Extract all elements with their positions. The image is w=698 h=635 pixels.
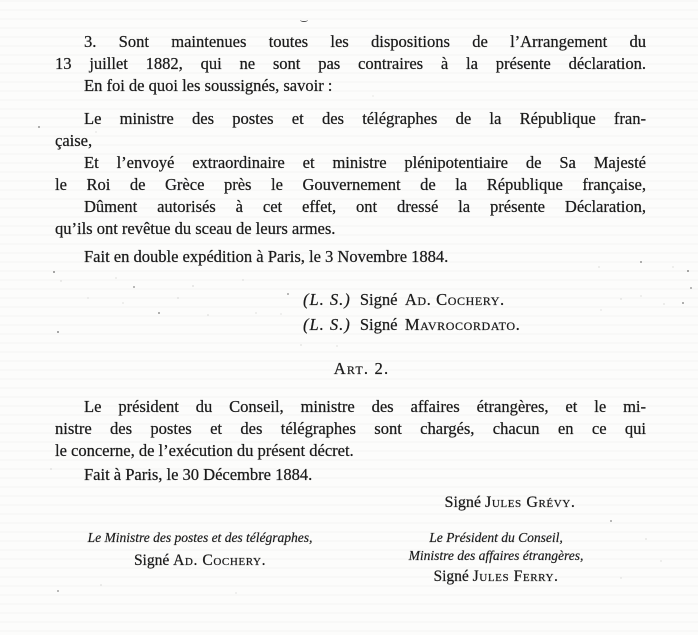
paragraph-line: le concerne, de l’exécution du présent décret. [55, 441, 354, 460]
seal-signature-mavrocordato [303, 312, 646, 337]
paragraph-line: En foi de quoi les soussignés, savoir : [84, 76, 333, 95]
scan-artifact-mark [300, 18, 308, 22]
seal-signature-cochery [303, 287, 646, 312]
signatory-title: Le Président du Conseil, [429, 530, 563, 545]
seal-signatures [303, 287, 646, 337]
paragraph-line: 13 juillet 1882, qui ne sont pas contraires à la présente déclaration. [55, 54, 646, 73]
scan-noise [0, 0, 2, 2]
paragraph-line: qu’ils ont revêtue du sceau de leurs armes. [55, 219, 336, 238]
signature-column-president-council [390, 529, 602, 586]
signe-label: Signé [433, 568, 469, 585]
paragraph-ministre-postes [55, 108, 646, 152]
signatory-title: Ministre des affaires étrangères, [408, 547, 584, 563]
paragraph-article2-body [55, 396, 646, 462]
signatory-title: Le Ministre des postes et des télégraphes, [87, 530, 313, 545]
signatory-name: Ad. Cochery. [173, 551, 267, 569]
locus-sigilli-abbrev: (L. S.) [303, 290, 351, 309]
paragraph-line: Le président du Conseil, ministre des affaires étrangères, et le mi- [84, 397, 646, 416]
paragraph-en-foi [55, 75, 646, 97]
paragraph-envoye-grece [55, 152, 646, 196]
paragraph-line: Dûment autorisés à cet effet, ont dressé la présente Déclaration, [84, 197, 646, 216]
paragraph-dument-autorises [55, 196, 646, 240]
date-line: Fait à Paris, le 30 Décembre 1884. [84, 465, 313, 484]
signe-label: Signé [359, 315, 398, 334]
signe-label: Signé [133, 551, 170, 569]
document-body [55, 31, 646, 586]
signature-columns [55, 529, 646, 586]
signatory-name: Mavrocordato. [404, 315, 521, 334]
locus-sigilli-abbrev: (L. S.) [303, 315, 351, 334]
paragraph-article3 [55, 31, 646, 75]
signature-grevy [380, 492, 640, 514]
signature-cochery [60, 552, 340, 570]
paragraph-line: Et l’envoyé extraordinaire et ministre plénipotentiaire de Sa Majesté [84, 153, 646, 172]
signature-ferry [390, 568, 602, 586]
date-line: Fait en double expédition à Paris, le 3 Novembre 1884. [84, 247, 449, 266]
paragraph-line: Le ministre des postes et des télégraphes de la République fran- [84, 109, 646, 128]
paragraph-line: nistre des postes et des télégraphes sont chargés, chacun en ce qui [55, 419, 646, 438]
signe-label: Signé [359, 290, 398, 309]
signatory-name: Jules Grévy. [485, 494, 576, 511]
paragraph-line: le Roi de Grèce près le Gouvernement de la République française, [55, 175, 646, 194]
signatory-name: Jules Ferry. [472, 568, 559, 585]
paragraph-fait-novembre [55, 246, 646, 268]
paragraph-line: 3. Sont maintenues toutes les dispositions de l’Arrangement du [84, 32, 646, 51]
paragraph-line: çaise, [55, 131, 93, 150]
article-heading: Art. 2. [333, 359, 390, 378]
signature-column-minister-posts [60, 529, 340, 586]
signatory-name: Ad. Cochery. [404, 290, 505, 309]
paragraph-fait-decembre [55, 464, 646, 486]
signe-label: Signé [444, 494, 481, 511]
